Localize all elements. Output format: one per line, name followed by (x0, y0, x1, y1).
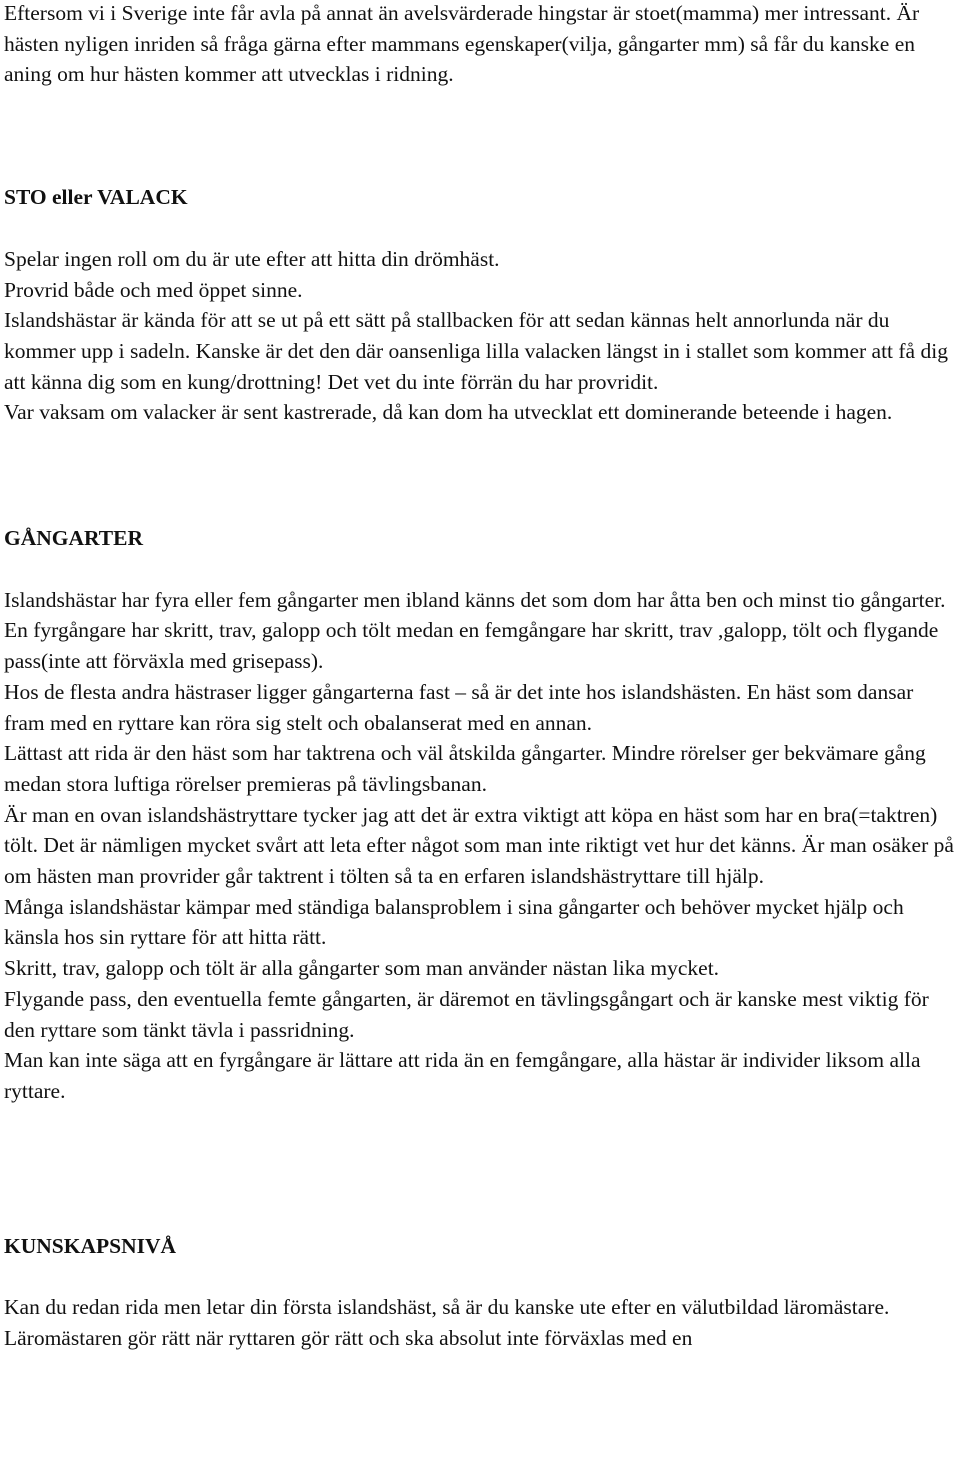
paragraph: Många islandshästar kämpar med ständiga balansproblem i sina gångarter och behöver mycket hjälp och känsla hos sin ryttare för att hitta rätt. (4, 894, 904, 950)
paragraph: Är man en ovan islandshästryttare tycker jag att det är extra viktigt att köpa en häst som har en bra(=taktren) tölt. Det är nämligen mycket svårt att leta efter något som man inte riktigt vet hur det känns. Är man osäker på om hästen man provrider går taktrent i tölten så ta en erfaren islandshästryttare till hjälp. (4, 802, 954, 889)
paragraph: Spelar ingen roll om du är ute efter att hitta din drömhäst. (4, 246, 500, 271)
paragraph: Var vaksam om valacker är sent kastrerade, då kan dom ha utvecklat ett dominerande beteende i hagen. (4, 400, 893, 425)
document-page (4, 0, 954, 1354)
paragraph: Islandshästar har fyra eller fem gångarter men ibland känns det som dom har åtta ben och minst tio gångarter. (4, 587, 946, 612)
paragraph: Hos de flesta andra hästraser ligger gångarterna fast – så är det inte hos islandshästen. En häst som dansar fram med en ryttare kan röra sig stelt och obalanserat med en annan. (4, 679, 914, 735)
paragraph: Provrid både och med öppet sinne. (4, 277, 303, 302)
paragraph: Man kan inte säga att en fyrgångare är lättare att rida än en femgångare, alla hästar är individer liksom alla ryttare. (4, 1048, 921, 1103)
paragraph: En fyrgångare har skritt, trav, galopp och tölt medan en femgångare har skritt, trav ,galopp, tölt och flygande pass(inte att förväxla med grisepass). (4, 618, 939, 674)
section-heading-kunskapsniva: KUNSKAPSNIVÅ (4, 1233, 177, 1258)
paragraph: Flygande pass, den eventuella femte gångarten, är däremot en tävlingsgångart och är kanske mest viktig för den ryttare som tänkt tävla i passridning. (4, 986, 929, 1042)
paragraph: Läromästaren gör rätt när ryttaren gör rätt och ska absolut inte förväxlas med en (4, 1326, 693, 1351)
paragraph: Skritt, trav, galopp och tölt är alla gångarter som man använder nästan lika mycket. (4, 956, 720, 981)
paragraph: Kan du redan rida men letar din första islandshäst, så är du kanske ute efter en välutbildad läromästare. (4, 1295, 890, 1320)
section-heading-sto-eller-valack: STO eller VALACK (4, 185, 188, 210)
paragraph: Lättast att rida är den häst som har taktrena och väl åtskilda gångarter. Mindre rörelser ger bekvämare gång medan stora luftiga rörelser premieras på tävlingsbanan. (4, 741, 926, 796)
intro-paragraph: Eftersom vi i Sverige inte får avla på annat än avelsvärderade hingstar är stoet(mamma) mer intressant. Är hästen nyligen inriden så fråga gärna efter mammans egenskaper(vilja, gångarter mm) så får du kanske en aning om hur hästen kommer att utvecklas i ridning. (4, 1, 920, 87)
paragraph: Islandshästar är kända för att se ut på ett sätt på stallbacken för att sedan kännas helt annorlunda när du kommer upp i sadeln. Kanske är det den där oansenliga lilla valacken längst in i stallet som kommer att få dig att känna dig som en kung/drottning! Det vet du inte förrän du har provridit. (4, 308, 948, 394)
section-heading-gangarter: GÅNGARTER (4, 526, 144, 551)
